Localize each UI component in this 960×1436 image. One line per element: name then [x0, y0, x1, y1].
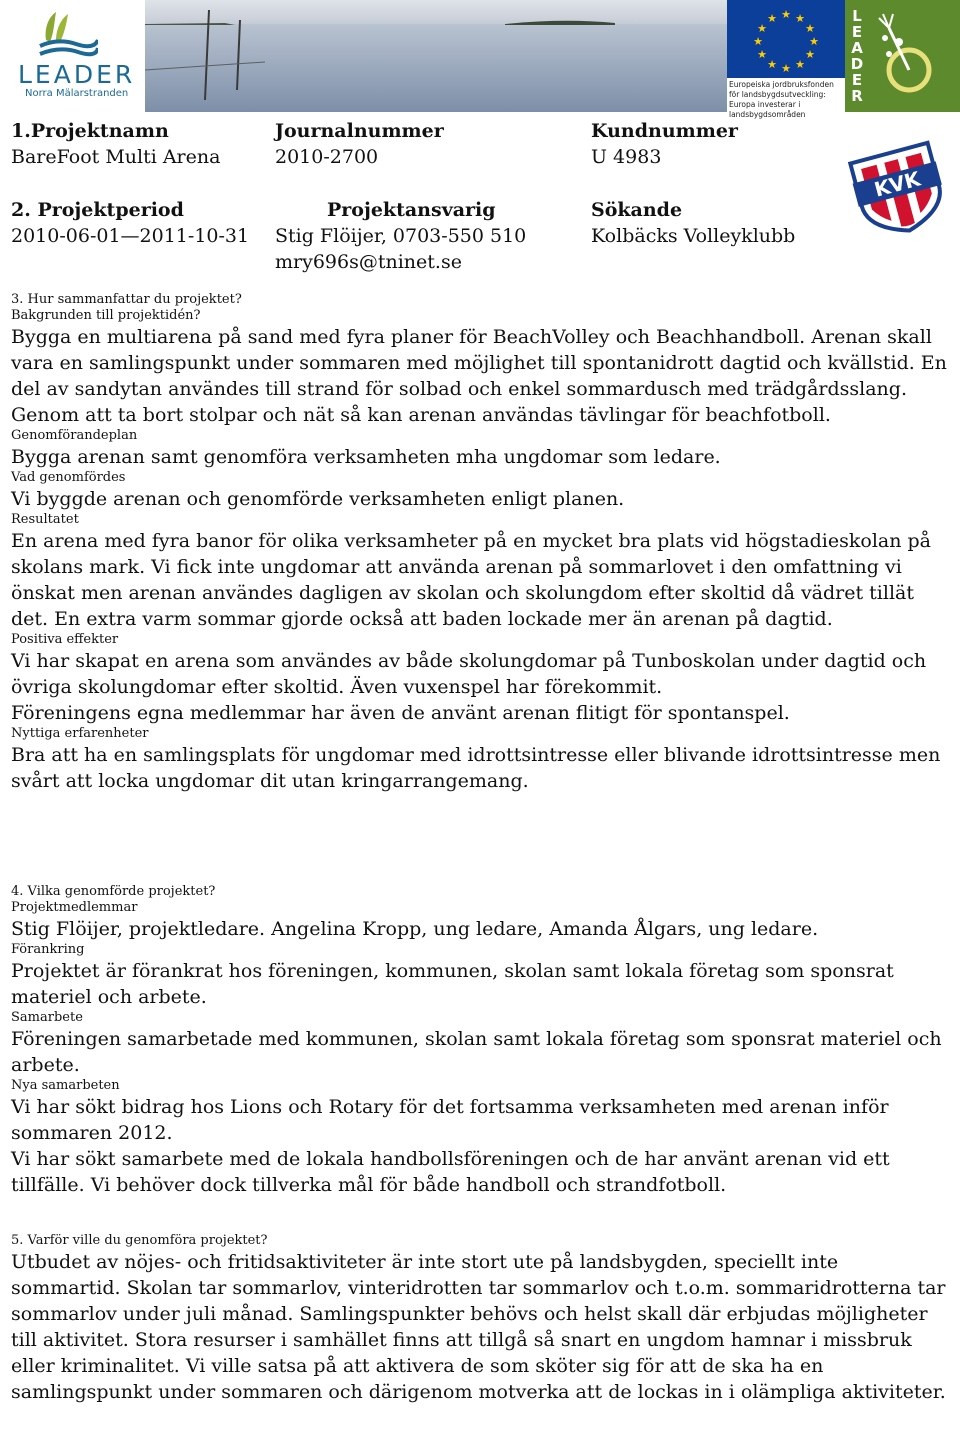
done-text: Vi byggde arenan och genomförde verksamheten enligt planen. — [11, 488, 625, 510]
svg-text:★: ★ — [757, 22, 767, 35]
members-text: Stig Flöijer, projektledare. Angelina Kropp, ung ledare, Amanda Ålgars, ung ledare. — [11, 918, 819, 940]
manager-email: mry696s@tninet.se — [275, 251, 462, 273]
section-4 — [11, 884, 951, 1198]
new-cooperation-text-1: Vi har sökt bidrag hos Lions och Rotary för det fortsamma verksamheten med arenan inför sommaren 2012. — [11, 1096, 889, 1144]
project-name-value: BareFoot Multi Arena — [11, 146, 221, 168]
section-5-question: 5. Varför ville du genomföra projektet? — [11, 1233, 268, 1248]
manager-value: Stig Flöijer, 0703-550 510 — [275, 225, 527, 247]
result-text: En arena med fyra banor för olika verksamheter på en mycket bra plats vid högstadieskolan på skolans mark. Vi fick inte ungdomar att använda arenan på sommarlovet i den omfattning vi önskat men arenan användes dagligen av skolan och skolungdom efter skoltid då vädret tillät det. En extra varm sommar gjorde också att baden lockade mer än arenan på dagtid. — [11, 530, 931, 630]
leader-letter: D — [850, 55, 864, 73]
useful-text: Bra att ha en samlingsplats för ungdomar med idrottsintresse eller blivande idrottsintresse men svårt att locka ungdomar dit utan kringarrangemang. — [11, 744, 941, 792]
useful-label: Nyttiga erfarenheter — [11, 726, 149, 741]
new-cooperation-text-2: Vi har sökt samarbete med de lokala handbollsföreningen och de har använt arenan vid ett tillfälle. Vi behöver dock tillverka mål för både handboll och strandfotboll. — [11, 1148, 890, 1196]
eu-flag-icon — [727, 0, 845, 78]
background-label: Bakgrunden till projektidén? — [11, 308, 201, 323]
leader-letter: E — [851, 71, 863, 89]
leader-letter: L — [852, 7, 862, 25]
period-value: 2010-06-01—2011-10-31 — [11, 225, 250, 247]
leader-eu-logo — [845, 0, 960, 112]
svg-text:★: ★ — [795, 58, 805, 71]
svg-text:★: ★ — [767, 58, 777, 71]
leader-logo-word: LEADER — [18, 60, 136, 89]
motivation-text: Utbudet av nöjes- och fritidsaktiviteter är inte stort ute på landsbygden, speciellt inte sommartid. Skolan tar sommarlov, vinteridrotten tar sommarlov och t.o.m. sommaridrotterna tar sommarlov under juli månad. Samlingspunkter behövs och helst skall där erbjudas möjligheter till aktivitet. Stora resurser i samhället finns att tillgå så snart en ungdom hamnar i missbruk eller kriminalitet. Vi ville satsa på att aktivera de som sköter sig för att de ska ha en samlingspunkt under sommaren och därigenom motverka att de lockas in i olämpliga aktiviteter. — [11, 1251, 946, 1403]
leader-letter: A — [851, 39, 863, 57]
leader-letter: R — [851, 87, 863, 105]
cooperation-text: Föreningen samarbetade med kommunen, skolan samt lokala företag som sponsrat materiel och arbete. — [11, 1028, 942, 1076]
section-4-question: 4. Vilka genomförde projektet? — [11, 884, 216, 899]
applicant-label: Sökande — [591, 199, 683, 221]
positive-text-2: Föreningens egna medlemmar har även de använt arenan flitigt för spontanspel. — [11, 702, 790, 724]
dandelion-icon — [869, 8, 957, 104]
leaf-wave-icon — [38, 10, 98, 58]
svg-text:★: ★ — [795, 12, 805, 25]
journal-value: 2010-2700 — [275, 146, 379, 168]
anchor-text: Projektet är förankrat hos föreningen, kommunen, skolan samt lokala företag som sponsrat materiel och arbete. — [11, 960, 894, 1008]
svg-text:★: ★ — [805, 22, 815, 35]
positive-text-1: Vi har skapat en arena som användes av både skolungdomar på Tunboskolan under dagtid och övriga skolungdomar efter skoltid. Även vuxenspel har förekommit. — [11, 650, 927, 698]
section-3 — [11, 292, 951, 794]
customer-value: U 4983 — [591, 146, 662, 168]
leader-norra-malarstranden-logo — [0, 0, 145, 112]
kvk-badge-label: KVK — [871, 166, 923, 202]
svg-text:★: ★ — [753, 35, 763, 48]
leader-letter: E — [851, 23, 863, 41]
done-label: Vad genomfördes — [11, 470, 126, 485]
section-3-question: 3. Hur sammanfattar du projektet? — [11, 292, 242, 307]
cooperation-label: Samarbete — [11, 1010, 83, 1025]
leader-vertical-word — [848, 8, 866, 104]
manager-label: Projektansvarig — [327, 199, 496, 221]
members-label: Projektmedlemmar — [11, 900, 138, 915]
period-label: 2. Projektperiod — [11, 199, 184, 221]
project-name-label: 1.Projektnamn — [11, 120, 169, 142]
plan-text: Bygga arenan samt genomföra verksamheten mha ungdomar som ledare. — [11, 446, 721, 468]
svg-text:★: ★ — [757, 48, 767, 61]
svg-text:★: ★ — [781, 62, 791, 75]
anchor-label: Förankring — [11, 942, 85, 957]
svg-text:★: ★ — [805, 48, 815, 61]
lake-photo — [145, 0, 727, 112]
background-text: Bygga en multiarena på sand med fyra planer för BeachVolley och Beachhandboll. Arenan skall vara en samlingspunkt under sommaren med möjlighet till spontanidrott dagtid och kvällstid. En del av sandytan användes till strand för solbad och enkel sommardusch med trädgårdsslang. Genom att ta bort stolpar och nät så kan arenan användas tävlingar för beachfotboll. — [11, 326, 947, 426]
header-banner — [0, 0, 960, 119]
section-5 — [11, 1233, 951, 1405]
plan-label: Genomförandeplan — [11, 428, 138, 443]
result-label: Resultatet — [11, 512, 79, 527]
journal-label: Journalnummer — [275, 120, 444, 142]
svg-text:★: ★ — [767, 12, 777, 25]
svg-text:★: ★ — [809, 35, 819, 48]
leader-logo-subtitle: Norra Mälarstranden — [25, 88, 129, 99]
eu-emblem — [727, 0, 845, 119]
customer-label: Kundnummer — [591, 120, 738, 142]
positive-label: Positiva effekter — [11, 632, 119, 647]
new-cooperation-label: Nya samarbeten — [11, 1078, 120, 1093]
svg-text:★: ★ — [781, 8, 791, 21]
eu-caption: Europeiska jordbruksfonden för landsbygdsutveckling: Europa investerar i landsbygdsområden — [727, 78, 845, 112]
applicant-value: Kolbäcks Volleyklubb — [591, 225, 796, 247]
kvk-club-badge — [843, 138, 953, 236]
